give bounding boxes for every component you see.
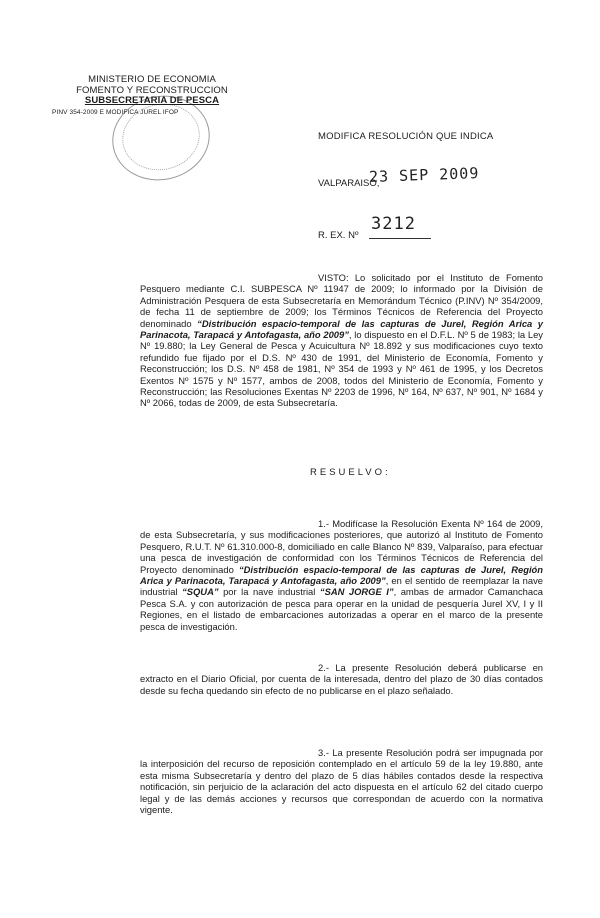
visto-paragraph <box>140 272 543 409</box>
ministry-subtitle: FOMENTO Y RECONSTRUCCION <box>76 84 228 96</box>
article-1-text-c: por la nave industrial <box>218 586 320 598</box>
document-reference: PINV 354-2009 E MODIFICA JUREL IFOP <box>52 108 179 116</box>
article-1-project-name: “Distribución espacio-temporal de las capturas de Jurel, Región Arica y Parinacota, Tarapacá y Antofagasta, año 2009” <box>140 563 544 587</box>
resolution-number-label: R. EX. Nº <box>318 230 359 241</box>
article-3-text: 3.- La presente Resolución podrá ser impugnada por la interposición del recurso de reposición contemplado en el artículo 59 de la ley 19.880, ante esta misma Subsecretaría y dentro del plazo de 5 días hábiles contados desde la respectiva notificación, sin perjuicio de la aclaración del acto dispuesta en el artículo 62 del citado cuerpo legal y de las demás acciones y recursos que correspondan de acuerdo con la normativa vigente. <box>140 747 543 816</box>
letterhead <box>52 75 252 118</box>
resolution-number: 3212 <box>371 214 416 234</box>
article-1-text-a: 1.- Modifícase la Resolución Exenta Nº 164 de 2009, de esta Subsecretaría, y sus modificaciones posteriores, que autorizó al Instituto de Fomento Pesquero, R.U.T. Nº 61.310.000-8, domiciliado en calle Blanco Nº 839, Valparaíso, para efectuar una pesca de investigación de conformidad con los Términos Técnicos de Referencia del Proyecto denominado <box>140 518 543 575</box>
article-1 <box>140 518 543 632</box>
article-2 <box>140 662 543 696</box>
article-3 <box>140 747 543 815</box>
visto-lead: VISTO: Lo solicitado por el Instituto de Fomento Pesquero mediante C.I. SUBPESCA Nº 11947 de 2009; lo informado por la División de Administración Pesquera de esta Subsecretaría en Memorándum Técnico (P.INV) Nº 354/2009, de fecha 11 de septiembre de 2009; los Términos Técnicos de Referencia del Proyecto denominado <box>140 272 543 329</box>
visto-rest: , lo dispuesto en el D.F.L. Nº 5 de 1983; la Ley Nº 19.880; la Ley General de Pesca y Acuicultura Nº 18.892 y sus modificaciones cuyo texto refundido fue fijado por el D.S. Nº 430 de 1991, del Ministerio de Economía, Fomento y Reconstrucción; los D.S. Nº 458 de 1981, Nº 354 de 1993 y Nº 461 de 1995, y los Decretos Exentos Nº 1575 y Nº 1577, ambos de 2008, todos del Ministerio de Economía, Fomento y Reconstrucción; las Resoluciones Exentas Nº 2203 de 1996, Nº 164, Nº 637, Nº 901, Nº 1684 y Nº 2066, todas de 2009, de esta Subsecretaría. <box>140 329 543 409</box>
resolution-number-underline <box>369 238 431 239</box>
article-1-text-b: , en el sentido de reemplazar la nave industrial <box>140 575 543 598</box>
resuelvo-heading: RESUELVO: <box>310 467 391 478</box>
place-label: VALPARAISO, <box>318 178 380 189</box>
article-2-text: 2.- La presente Resolución deberá publicarse en extracto en el Diario Oficial, por cuenta de la interesada, dentro del plazo de 30 días contados desde su fecha quedando sin efecto de no publicarse en el plazo señalado. <box>140 662 543 696</box>
resolution-title: MODIFICA RESOLUCIÓN QUE INDICA <box>318 131 494 142</box>
article-1-text-d: , ambas de armador Camanchaca Pesca S.A. y con autorización de pesca para operar en la unidad de pesquería Jurel XV, I y II Regiones, en el listado de embarcaciones autorizadas a operar en el marco de la presente pesca de investigación. <box>140 586 544 632</box>
visto-project-name: “Distribución espacio-temporal de las capturas de Jurel, Región Arica y Parinacota, Tarapacá y Antofagasta, año 2009” <box>140 317 543 341</box>
undersecretariat-name: SUBSECRETARIA DE PESCA <box>84 95 220 106</box>
ministry-name: MINISTERIO DE ECONOMIA <box>88 74 216 85</box>
article-1-ship-new: “SAN JORGE I” <box>319 586 394 598</box>
date-stamp: 23 SEP 2009 <box>368 164 480 186</box>
article-1-ship-old: “SQUA” <box>182 586 219 598</box>
